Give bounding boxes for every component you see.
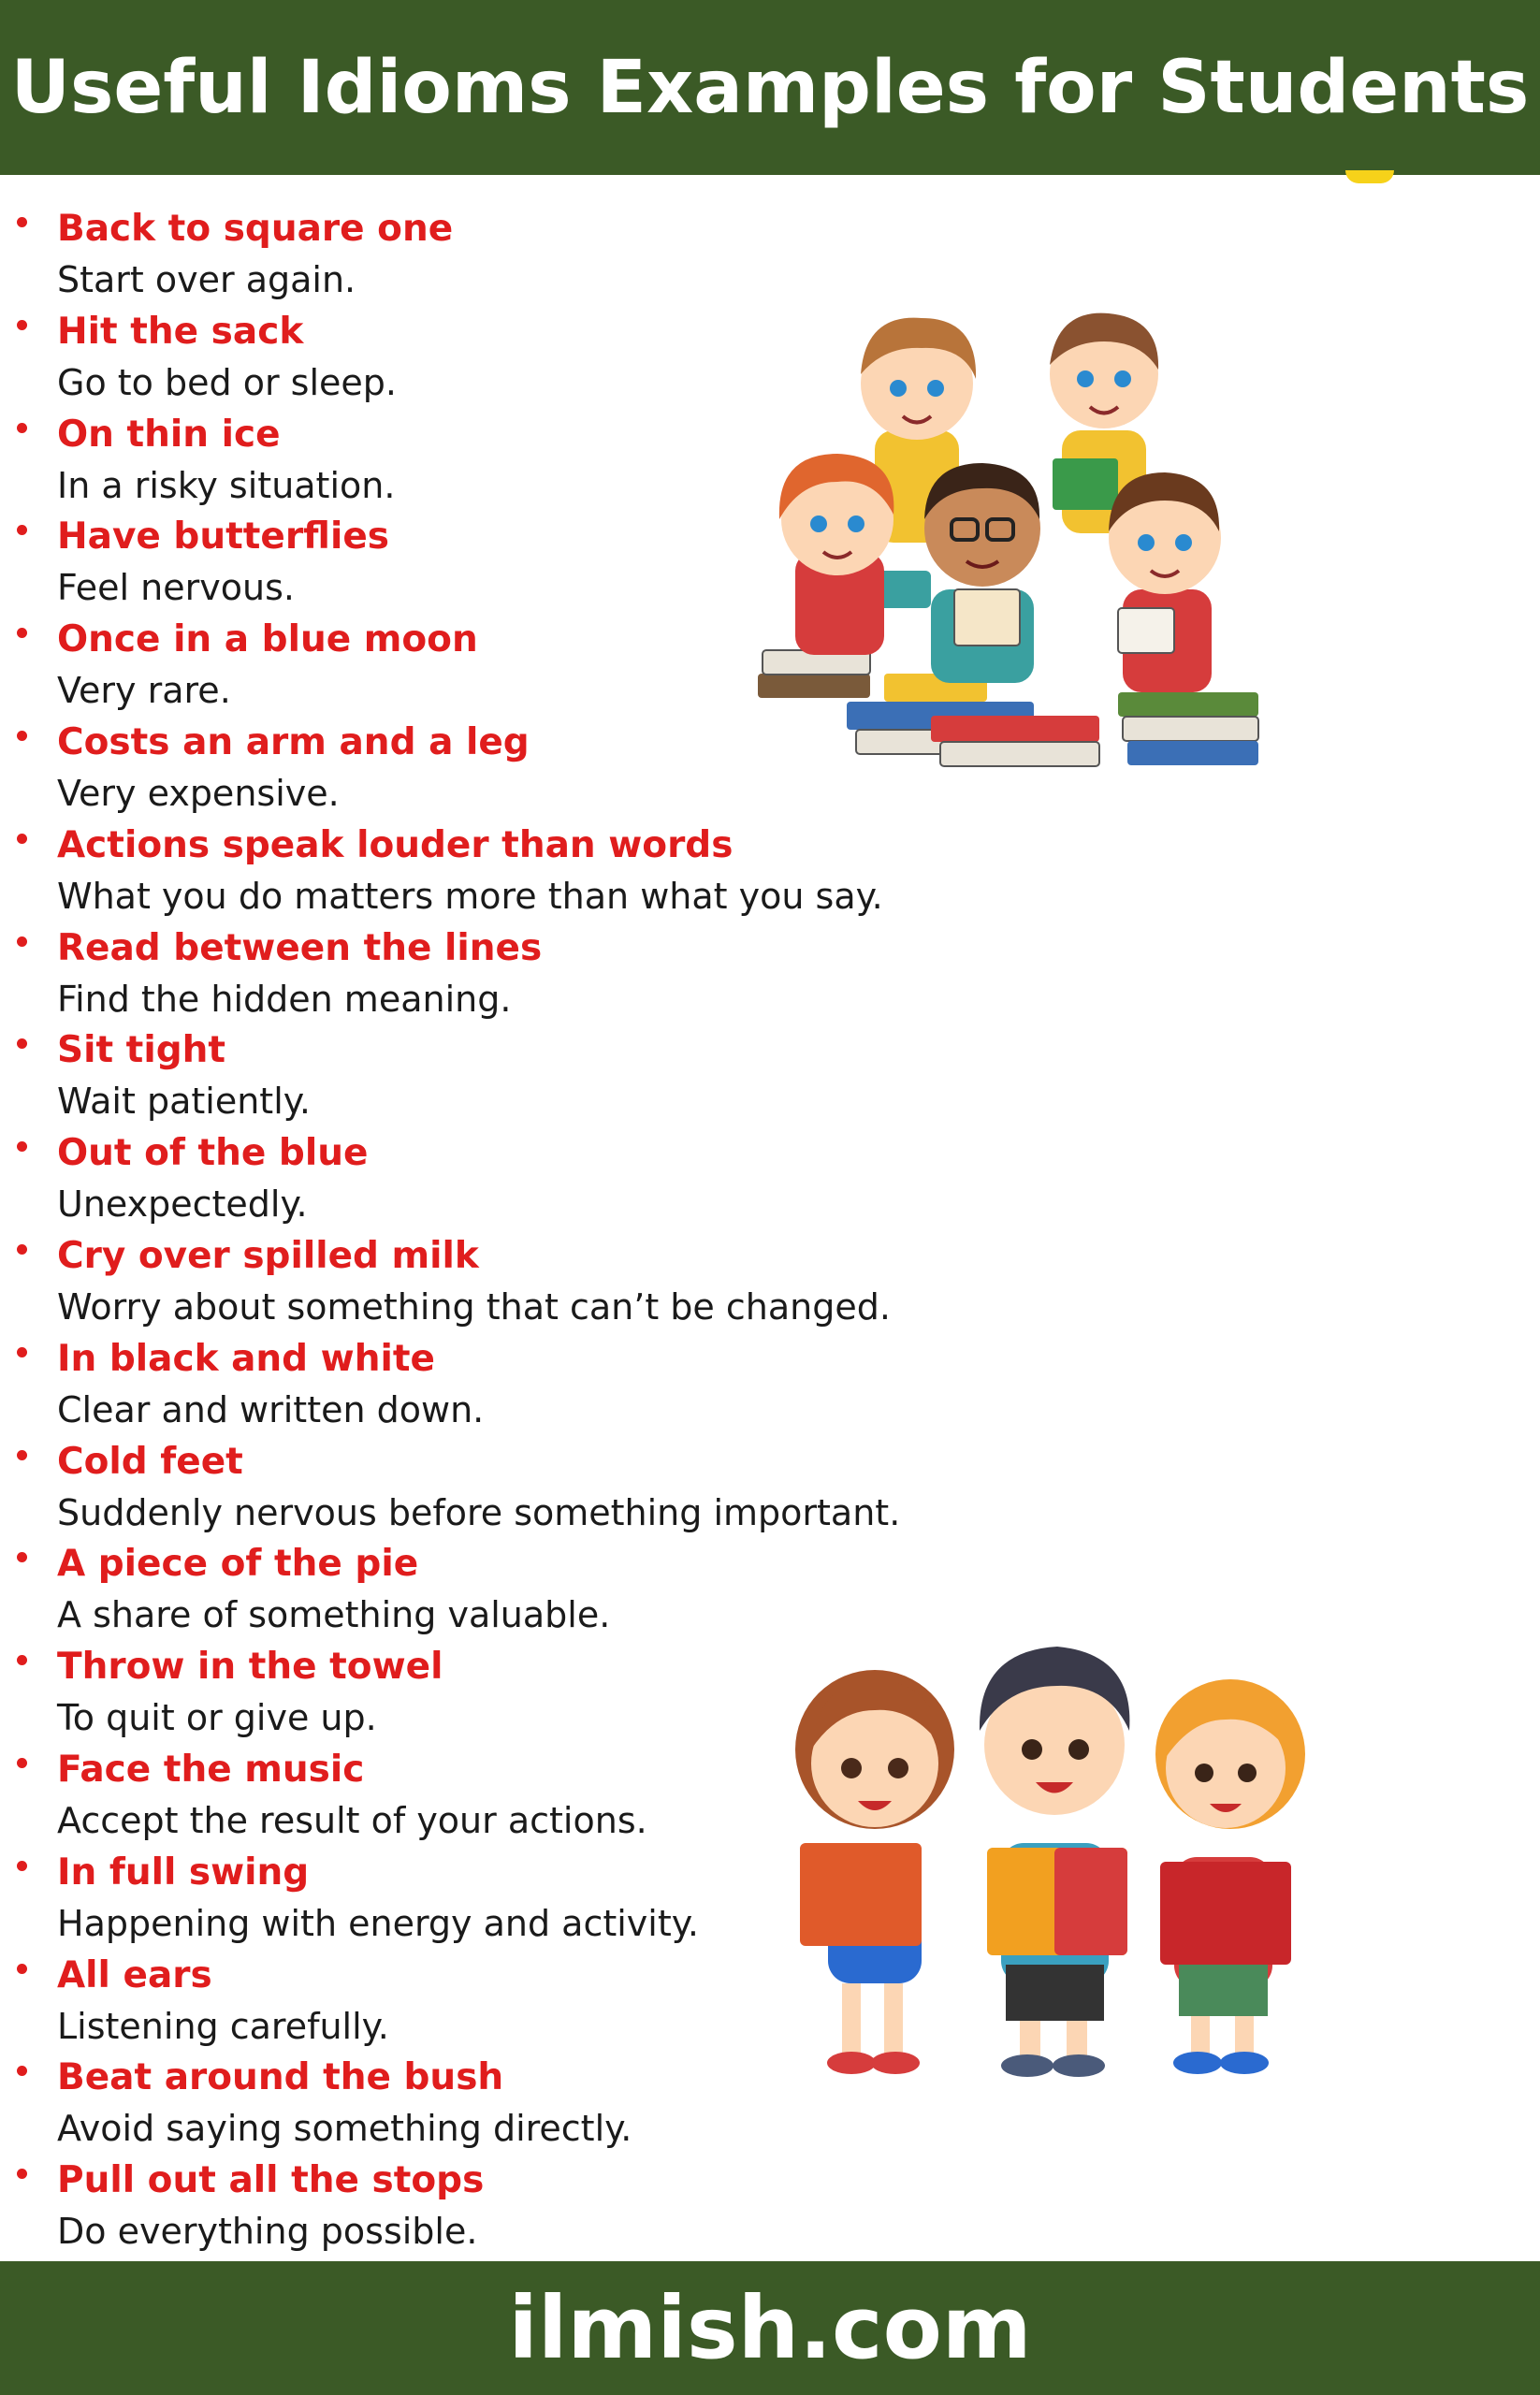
idiom-meaning: Happening with energy and activity. [57, 1902, 699, 1944]
idiom-meaning: Wait patiently. [57, 1081, 311, 1123]
idiom-phrase: Cry over spilled milk [57, 1234, 479, 1277]
idiom-meaning: Do everything possible. [57, 2211, 478, 2253]
bullet-icon [17, 1655, 27, 1665]
idiom-meaning: What you do matters more than what you say. [57, 875, 883, 917]
idiom-phrase: Sit tight [57, 1029, 226, 1072]
bullet-icon [17, 628, 27, 638]
idiom-phrase: Throw in the towel [57, 1646, 443, 1689]
idiom-meaning: Clear and written down. [57, 1388, 485, 1430]
idiom-meaning: Listening carefully. [57, 2005, 389, 2047]
bullet-icon [17, 423, 27, 433]
decorative-accent [1345, 170, 1394, 183]
footer-banner [0, 2261, 1540, 2395]
idiom-meaning: Worry about something that can’t be changed. [57, 1285, 891, 1328]
bullet-icon [17, 834, 27, 844]
bullet-icon [17, 1758, 27, 1768]
idiom-phrase: Costs an arm and a leg [57, 720, 530, 763]
bullet-icon [17, 1141, 27, 1152]
idiom-phrase: Beat around the bush [57, 2056, 504, 2099]
bullet-icon [17, 1347, 27, 1357]
idiom-meaning: Very rare. [57, 670, 231, 712]
idiom-phrase: Once in a blue moon [57, 618, 478, 661]
idiom-phrase: Pull out all the stops [57, 2159, 485, 2202]
idiom-meaning: A share of something valuable. [57, 1594, 611, 1636]
title-banner [0, 0, 1540, 175]
idiom-meaning: In a risky situation. [57, 464, 396, 506]
idiom-phrase: A piece of the pie [57, 1543, 419, 1586]
idiom-phrase: All ears [57, 1953, 212, 1996]
bullet-icon [17, 320, 27, 330]
idiom-phrase: On thin ice [57, 413, 281, 456]
page-title: Useful Idioms Examples for Students [10, 45, 1530, 130]
bullet-icon [17, 2066, 27, 2076]
kids-holding-books-illustration [763, 1590, 1399, 2096]
idiom-phrase: Back to square one [57, 208, 454, 250]
idiom-meaning: Very expensive. [57, 772, 340, 814]
bullet-icon [17, 1552, 27, 1562]
bullet-icon [17, 1861, 27, 1871]
idiom-meaning: Feel nervous. [57, 567, 295, 609]
bullet-icon [17, 217, 27, 227]
idiom-phrase: Cold feet [57, 1440, 243, 1483]
bullet-icon [17, 1038, 27, 1049]
idiom-phrase: In black and white [57, 1337, 435, 1380]
idiom-meaning: Accept the result of your actions. [57, 1799, 647, 1841]
idiom-phrase: Face the music [57, 1748, 365, 1791]
idiom-meaning: Suddenly nervous before something important. [57, 1491, 901, 1533]
bullet-icon [17, 2169, 27, 2179]
idiom-meaning: Unexpectedly. [57, 1183, 308, 1226]
bullet-icon [17, 936, 27, 947]
idiom-phrase: In full swing [57, 1851, 310, 1894]
bullet-icon [17, 1450, 27, 1460]
idiom-phrase: Hit the sack [57, 310, 304, 353]
idiom-phrase: Actions speak louder than words [57, 823, 734, 866]
idiom-phrase: Out of the blue [57, 1132, 369, 1175]
idiom-meaning: Go to bed or sleep. [57, 361, 397, 403]
idiom-meaning: Avoid saying something directly. [57, 2108, 632, 2150]
site-name: ilmish.com [508, 2278, 1032, 2378]
bullet-icon [17, 1964, 27, 1974]
idiom-meaning: Start over again. [57, 259, 356, 300]
idiom-meaning: Find the hidden meaning. [57, 978, 512, 1020]
idiom-phrase: Read between the lines [57, 926, 543, 969]
idiom-meaning: To quit or give up. [57, 1697, 377, 1739]
idiom-phrase: Have butterflies [57, 515, 389, 559]
bullet-icon [17, 731, 27, 741]
bullet-icon [17, 1244, 27, 1255]
kids-reading-books-illustration [744, 290, 1286, 795]
bullet-icon [17, 525, 27, 535]
